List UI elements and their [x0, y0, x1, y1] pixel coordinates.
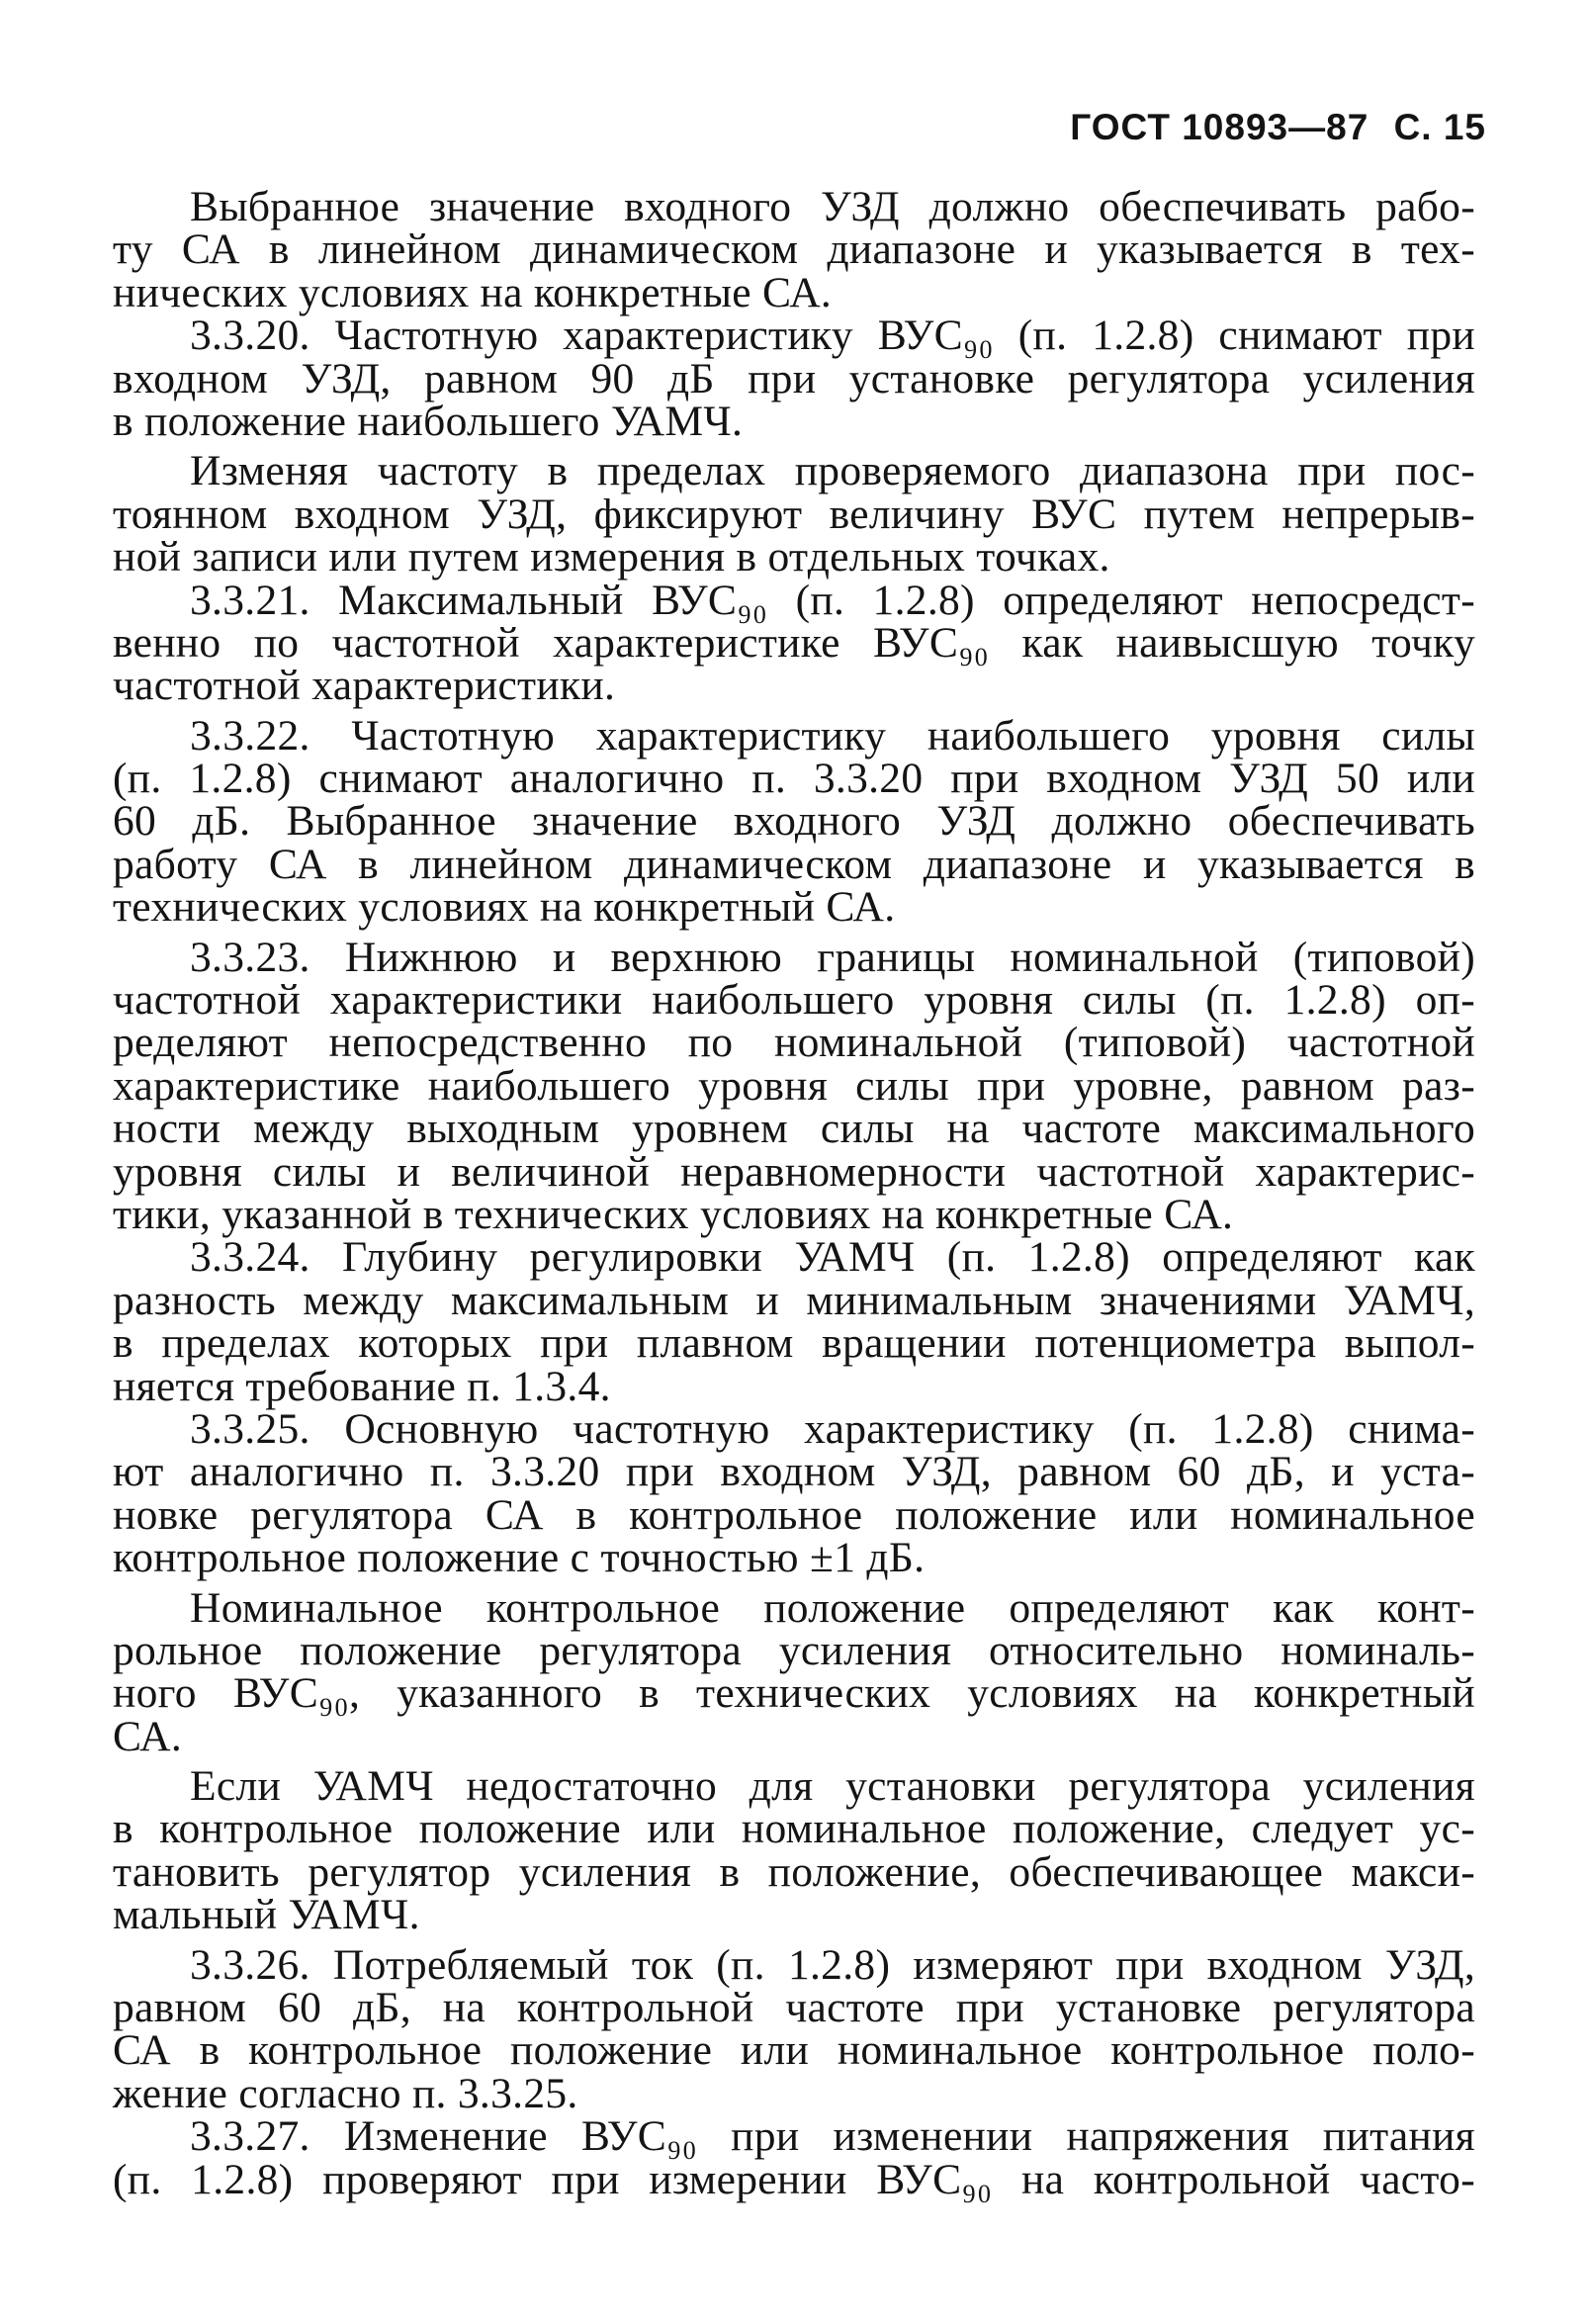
paragraph-intro	[113, 183, 1475, 316]
text-line: няется требование п. 1.3.4.	[113, 1362, 611, 1410]
text-line: (п. 1.2.8) снимают аналогично п. 3.3.20 при входном УЗД 50 или	[113, 755, 1475, 803]
standard-number: ГОСТ 10893—87	[1070, 107, 1369, 147]
text-line: 3.3.24. Глубину регулировки УАМЧ (п. 1.2.8) определяют как	[190, 1233, 1475, 1282]
text-line: 3.3.20. Частотную характеристику ВУС₉₀ (п. 1.2.8) снимают при	[190, 312, 1475, 360]
text-line: Если УАМЧ недостаточно для установки регулятора усиления	[190, 1762, 1475, 1811]
text-line: СА в контрольное положение или номинальное контрольное поло-	[113, 2026, 1475, 2075]
text-line: в положение наибольшего УАМЧ.	[113, 397, 744, 445]
text-line: ту СА в линейном динамическом диапазоне и указывается в тех-	[113, 225, 1475, 274]
text-line: ной записи или путем измерения в отдельных точках.	[113, 533, 1110, 581]
text-line: ют аналогично п. 3.3.20 при входном УЗД, равном 60 дБ, и уста-	[113, 1448, 1475, 1496]
paragraph-3-3-24	[113, 1233, 1475, 1410]
paragraph-3-3-25	[113, 1404, 1475, 1582]
text-line: тоянном входном УЗД, фиксируют величину ВУС путем непрерыв-	[113, 490, 1475, 538]
text-line: новке регулятора СА в контрольное положение или номинальное	[113, 1490, 1475, 1539]
paragraph-insufficient-uamch	[113, 1762, 1475, 1939]
text-line: разность между максимальным и минимальным значениями УАМЧ,	[113, 1276, 1475, 1324]
text-line: 60 дБ. Выбранное значение входного УЗД должно обеспечивать	[113, 797, 1475, 846]
text-line: в контрольное положение или номинальное положение, следует ус-	[113, 1805, 1475, 1853]
paragraph-3-3-22	[113, 711, 1475, 932]
text-line: 3.3.21. Максимальный ВУС₉₀ (п. 1.2.8) определяют непосредст-	[190, 576, 1475, 624]
paragraph-3-3-26	[113, 1940, 1475, 2117]
text-line: Выбранное значение входного УЗД должно обеспечивать рабо-	[190, 183, 1475, 230]
text-line: тановить регулятор усиления в положение, обеспечивающее макси-	[113, 1847, 1475, 1896]
paragraph-3-3-27	[113, 2112, 1475, 2203]
text-line: уровня силы и величиной неравномерности частотной характерис-	[113, 1147, 1475, 1196]
text-line: мальный УАМЧ.	[113, 1891, 420, 1939]
paragraph-3-3-20	[113, 314, 1475, 443]
text-line: 3.3.27. Изменение ВУС₉₀ при изменении напряжения питания	[190, 2112, 1475, 2161]
text-line: ределяют непосредственно по номинальной (типовой) частотной	[113, 1019, 1475, 1067]
text-line: технических условиях на конкретный СА.	[113, 883, 896, 932]
text-line: характеристике наибольшего уровня силы при уровне, равном раз-	[113, 1061, 1475, 1110]
text-line: 3.3.26. Потребляемый ток (п. 1.2.8) измеряют при входном УЗД,	[190, 1940, 1475, 1989]
text-line: 3.3.22. Частотную характеристику наибольшего уровня силы	[190, 711, 1475, 760]
text-line: работу СА в линейном динамическом диапазоне и указывается в	[113, 840, 1475, 888]
text-line: 3.3.25. Основную частотную характеристику (п. 1.2.8) снима-	[190, 1404, 1475, 1453]
text-line: Номинальное контрольное положение определяют как конт-	[190, 1583, 1475, 1632]
text-line: частотной характеристики наибольшего уровня силы (п. 1.2.8) оп-	[113, 976, 1475, 1025]
paragraph-frequency-change	[113, 447, 1475, 581]
text-line: ности между выходным уровнем силы на частоте максимального	[113, 1105, 1475, 1153]
text-line: входном УЗД, равном 90 дБ при установке регулятора усиления	[113, 354, 1475, 402]
text-line: венно по частотной характеристике ВУС₉₀ как наивысшую точку	[113, 618, 1475, 667]
text-line: частотной характеристики.	[113, 662, 616, 710]
paragraph-3-3-23	[113, 933, 1475, 1238]
text-line: 3.3.23. Нижнюю и верхнюю границы номинальной (типовой)	[190, 933, 1475, 981]
page-number: С. 15	[1393, 107, 1486, 147]
text-line: (п. 1.2.8) проверяют при измерении ВУС₉₀ на контрольной часто-	[113, 2155, 1475, 2203]
text-line: Изменяя частоту в пределах проверяемого диапазона при пос-	[190, 447, 1475, 495]
text-line: тики, указанной в технических условиях на конкретные СА.	[113, 1190, 1234, 1238]
paragraph-3-3-21	[113, 576, 1475, 710]
text-line: нических условиях на конкретные СА.	[113, 268, 833, 316]
text-line: ного ВУС₉₀, указанного в технических условиях на конкретный	[113, 1669, 1475, 1718]
text-line: СА.	[113, 1712, 183, 1760]
document-body	[113, 183, 1475, 2203]
page-header	[1070, 107, 1486, 148]
paragraph-nominal-position	[113, 1583, 1475, 1760]
text-line: равном 60 дБ, на контрольной частоте при установке регулятора	[113, 1984, 1475, 2032]
text-line: контрольное положение с точностью ±1 дБ.	[113, 1534, 926, 1582]
text-line: жение согласно п. 3.3.25.	[113, 2069, 578, 2117]
text-line: в пределах которых при плавном вращении потенциометра выпол-	[113, 1319, 1475, 1368]
text-line: рольное положение регулятора усиления относительно номиналь-	[113, 1626, 1475, 1674]
